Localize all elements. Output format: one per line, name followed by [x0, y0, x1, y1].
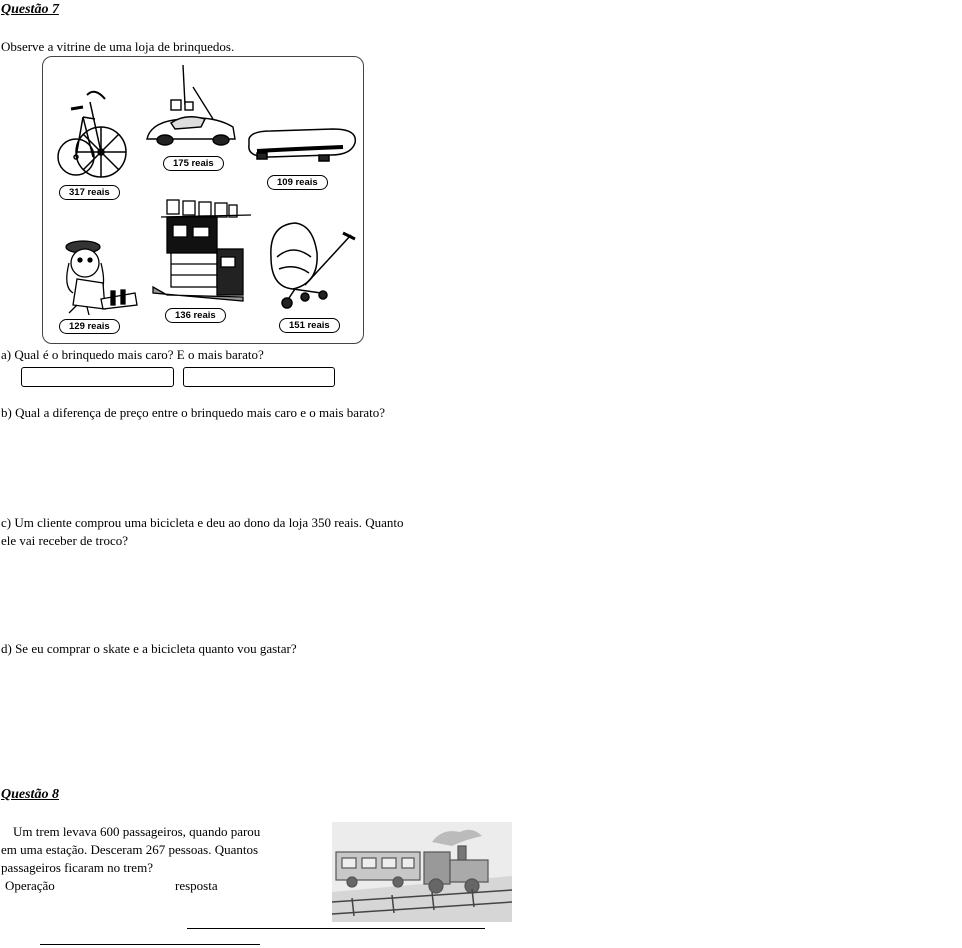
operation-answer-line[interactable]	[187, 928, 485, 929]
answer-box-most-expensive[interactable]	[21, 367, 174, 387]
answer-box-cheapest[interactable]	[183, 367, 335, 387]
question-8-line1: Um trem levava 600 passageiros, quando parou	[13, 824, 261, 839]
price-tag-doll: 129 reais	[59, 319, 120, 334]
question-7d: d) Se eu comprar o skate e a bicicleta quanto vou gastar?	[1, 641, 297, 656]
question-7c-line2: ele vai receber de troco?	[1, 533, 129, 548]
response-answer-line[interactable]	[40, 944, 260, 945]
operation-label: Operação	[5, 878, 55, 893]
question-7-intro: Observe a vitrine de uma loja de brinquedos.	[1, 39, 235, 54]
train-illustration	[332, 822, 512, 922]
toy-showcase	[42, 56, 364, 344]
stroller-illustration	[271, 223, 355, 308]
question-7c-line1: c) Um cliente comprou uma bicicleta e deu ao dono da loja 350 reais. Quanto	[1, 515, 404, 530]
car-illustration	[147, 65, 235, 145]
skateboard-illustration	[249, 129, 355, 161]
question-8-line2: em uma estação. Desceram 267 pessoas. Quantos	[1, 842, 259, 857]
price-tag-car: 175 reais	[163, 156, 224, 171]
price-tag-kitchen: 136 reais	[165, 308, 226, 323]
bicycle-illustration	[58, 92, 126, 177]
question-7b: b) Qual a diferença de preço entre o brinquedo mais caro e o mais barato?	[1, 405, 386, 420]
doll-illustration	[66, 241, 137, 315]
question-8-line3: passageiros ficaram no trem?	[1, 860, 153, 875]
answer-label: resposta	[175, 878, 218, 893]
price-tag-skateboard: 109 reais	[267, 175, 328, 190]
kitchen-illustration	[153, 200, 251, 301]
price-tag-bicycle: 317 reais	[59, 185, 120, 200]
question-7a: a) Qual é o brinquedo mais caro? E o mais barato?	[1, 347, 264, 362]
toy-illustrations	[43, 57, 363, 343]
price-tag-stroller: 151 reais	[279, 318, 340, 333]
question-7-title: Questão 7	[1, 2, 59, 17]
question-8-title: Questão 8	[1, 787, 59, 802]
